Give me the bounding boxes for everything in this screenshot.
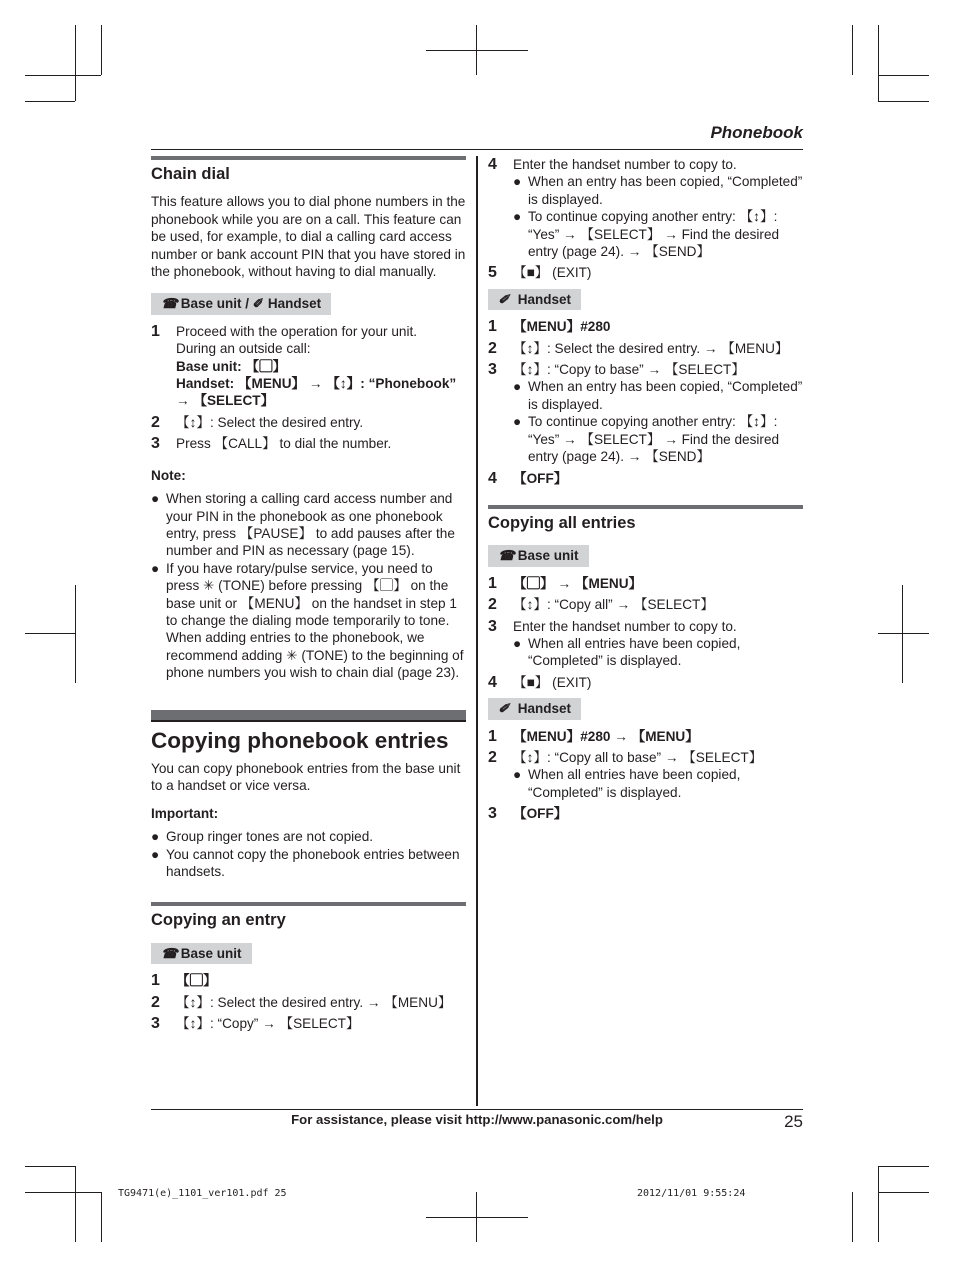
bullet-icon: ●	[513, 414, 522, 430]
crop-mark	[426, 50, 528, 51]
crop-mark	[476, 25, 477, 75]
crop-mark	[25, 1166, 75, 1167]
step-text: 【↕】: “Copy all to base” → 【SELECT】	[513, 749, 763, 765]
step: 3 Enter the handset number to copy to. ● When all entries have been copied, “Completed” is displayed.	[488, 618, 803, 670]
important-label: Important:	[151, 805, 219, 821]
list-item: ● To continue copying another entry: 【↕】: “Yes” → 【SELECT】 → Find the desired entry (page 24). → 【SEND】	[513, 414, 780, 465]
crop-mark	[852, 1192, 853, 1242]
step: 1 Proceed with the operation for your unit. During an outside call: Base unit: 【▢】 Handset: 【MENU】 → 【↕】: “Phonebook” → 【SELECT】	[151, 323, 466, 410]
step: 1 【MENU】#280 → 【MENU】	[488, 728, 803, 745]
date-meta: 2012/11/01 9:55:24	[637, 1188, 746, 1199]
step: 3 Press 【CALL】 to dial the number.	[151, 435, 466, 452]
unit-badge-base: ☎ Base unit	[151, 943, 252, 964]
chain-dial-intro: This feature allows you to dial phone numbers in the phonebook while you are on a call. This feature can be used, for example, to dial a calling card access number or bank account PIN that you have stored in the phonebook, without having to dial manually.	[151, 194, 466, 280]
section-bar	[488, 505, 803, 509]
step-text: 【↕】: “Copy all” → 【SELECT】	[513, 597, 714, 613]
step-text: Enter the handset number to copy to.	[513, 618, 737, 634]
step-text: 【↕】: Select the desired entry. → 【MENU】	[513, 340, 789, 356]
list-item: ● When all entries have been copied, “Completed” is displayed.	[513, 635, 741, 669]
step-text: Handset: 【MENU】 → 【↕】: “Phonebook” → 【SELECT】	[176, 376, 457, 409]
list-item: ● You cannot copy the phonebook entries between handsets.	[151, 846, 460, 879]
list-item: ● When storing a calling card access number and your PIN in the phonebook as one phonebook entry, press 【PAUSE】 to add pauses after the number and PIN as necessary (page 15).	[151, 491, 455, 559]
crop-mark	[101, 1192, 102, 1242]
section-title-chain-dial: Chain dial	[151, 165, 230, 183]
right-column	[488, 156, 803, 827]
step: 1 【▢】 → 【MENU】	[488, 575, 803, 592]
crop-mark	[852, 25, 853, 75]
step-text: Press 【CALL】 to dial the number.	[176, 436, 392, 452]
step: 4 Enter the handset number to copy to. ● When an entry has been copied, “Completed” is displayed. ● To continue copying another entry: 【↕】: “Yes” → 【SELECT】 → Find the desired entry (page 24). → 【SEND】	[488, 156, 803, 260]
page-header-title: Phonebook	[710, 123, 803, 142]
header-rule	[151, 149, 803, 150]
section-title-copy-all: Copying all entries	[488, 513, 636, 532]
crop-mark	[25, 101, 75, 102]
list-item: ● When all entries have been copied, “Completed” is displayed.	[513, 767, 741, 800]
step: 5 【■】 (EXIT)	[488, 264, 803, 281]
step: 3 【OFF】	[488, 805, 803, 822]
handset-icon: ✐	[498, 291, 510, 307]
step-text: 【▢】	[176, 973, 217, 989]
crop-mark	[878, 75, 929, 76]
list-item: ● To continue copying another entry: 【↕】: “Yes” → 【SELECT】 → Find the desired entry (page 24). → 【SEND】	[513, 209, 780, 260]
crop-mark	[426, 1217, 528, 1218]
step-text: 【↕】: Select the desired entry. → 【MENU】	[176, 994, 452, 1010]
step: 2 【↕】: “Copy all” → 【SELECT】	[488, 596, 803, 613]
left-column	[151, 156, 466, 1036]
step: 3 【↕】: “Copy to base” → 【SELECT】 ● When an entry has been copied, “Completed” is displayed. ● To continue copying another entry: 【↕】: “Yes” → 【SELECT】 → Find the desired entry (page 24). → 【SEND】	[488, 361, 803, 465]
crop-mark	[75, 585, 76, 683]
bullet-icon: ●	[513, 379, 522, 395]
crop-mark	[878, 1166, 879, 1242]
bullet-icon: ●	[513, 209, 522, 225]
page-title: Copying phonebook entries	[151, 727, 449, 753]
step-text: During an outside call:	[176, 341, 311, 357]
page-number: 25	[784, 1112, 803, 1131]
step: 2 【↕】: Select the desired entry.	[151, 414, 466, 431]
column-divider	[476, 156, 478, 1106]
bullet-icon: ●	[513, 767, 522, 783]
step-text: 【OFF】	[513, 470, 568, 486]
crop-mark	[25, 75, 101, 76]
crop-mark	[878, 25, 879, 101]
crop-mark	[902, 585, 903, 683]
step-text: 【MENU】#280 → 【MENU】	[513, 728, 699, 744]
step: 4 【■】 (EXIT)	[488, 674, 803, 691]
footer-assist-text: For assistance, please visit http://www.panasonic.com/help	[291, 1112, 663, 1127]
step: 2 【↕】: Select the desired entry. → 【MENU】	[488, 340, 803, 357]
footer-rule	[151, 1109, 803, 1110]
bullet-icon: ●	[151, 491, 160, 507]
bullet-icon: ●	[513, 174, 522, 190]
step-text: 【■】 (EXIT)	[513, 674, 592, 690]
unit-badge-base: ☎ Base unit	[488, 545, 589, 566]
step-text: 【■】 (EXIT)	[513, 265, 592, 281]
crop-mark	[25, 633, 75, 634]
step-text: 【↕】: Select the desired entry.	[176, 414, 364, 430]
unit-badge-base-handset: ☎ Base unit / ✐ Handset	[151, 293, 331, 314]
handset-icon: ✐	[498, 701, 510, 717]
step-text: 【↕】: “Copy to base” → 【SELECT】	[513, 362, 745, 378]
step: 4 【OFF】	[488, 470, 803, 487]
section-bar-large	[151, 710, 466, 722]
copying-intro: You can copy phonebook entries from the base unit to a handset or vice versa.	[151, 760, 461, 794]
list-item: ● When an entry has been copied, “Completed” is displayed.	[513, 379, 803, 412]
list-item: ● When an entry has been copied, “Completed” is displayed.	[513, 174, 803, 207]
phone-icon: ☎	[161, 296, 178, 312]
step-text: 【↕】: “Copy” → 【SELECT】	[176, 1016, 360, 1032]
step-text: Proceed with the operation for your unit.	[176, 323, 418, 339]
crop-mark	[878, 101, 929, 102]
crop-mark	[878, 1166, 929, 1167]
bullet-icon: ●	[513, 635, 522, 651]
crop-mark	[75, 25, 76, 101]
bullet-icon: ●	[151, 560, 160, 576]
crop-mark	[25, 1192, 101, 1193]
crop-mark	[476, 1192, 477, 1242]
bullet-icon: ●	[151, 829, 160, 845]
step: 2 【↕】: “Copy all to base” → 【SELECT】 ● When all entries have been copied, “Completed” is displayed.	[488, 749, 803, 801]
section-title-copy-entry: Copying an entry	[151, 911, 286, 930]
base-unit-icon: ☎	[161, 945, 178, 961]
section-bar	[151, 156, 466, 160]
step: 2 【↕】: Select the desired entry. → 【MENU】	[151, 994, 466, 1011]
list-item: ● Group ringer tones are not copied.	[151, 829, 374, 845]
crop-mark	[101, 25, 102, 75]
step: 1 【▢】	[151, 972, 466, 989]
step-text: 【▢】 → 【MENU】	[513, 575, 643, 591]
unit-badge-handset: ✐ Handset	[488, 698, 581, 719]
crop-mark	[878, 1192, 929, 1193]
crop-mark	[75, 1166, 76, 1242]
step-text: 【OFF】	[513, 806, 568, 822]
list-item: ● If you have rotary/pulse service, you need to press ✳ (TONE) before pressing 【▢】 on the base unit or 【MENU】 on the handset in step 1 to change the dialing mode temporarily to tone. When adding entries to the phonebook, we recommend adding ✳ (TONE) to the beginning of phone numbers you wish to chain dial (page 23).	[151, 560, 464, 681]
step-text: Base unit: 【▢】	[176, 358, 287, 374]
section-bar	[151, 902, 466, 906]
note-label: Note:	[151, 467, 186, 483]
unit-badge-handset: ✐ Handset	[488, 289, 581, 310]
base-unit-icon: ☎	[498, 548, 515, 564]
step: 3 【↕】: “Copy” → 【SELECT】	[151, 1015, 466, 1032]
crop-mark	[878, 633, 929, 634]
step: 1 【MENU】#280	[488, 318, 803, 335]
file-meta: TG9471(e)_1101_ver101.pdf 25	[118, 1188, 287, 1199]
step-text: Enter the handset number to copy to.	[513, 157, 737, 172]
step-text: 【MENU】#280	[513, 319, 611, 335]
bullet-icon: ●	[151, 846, 160, 862]
